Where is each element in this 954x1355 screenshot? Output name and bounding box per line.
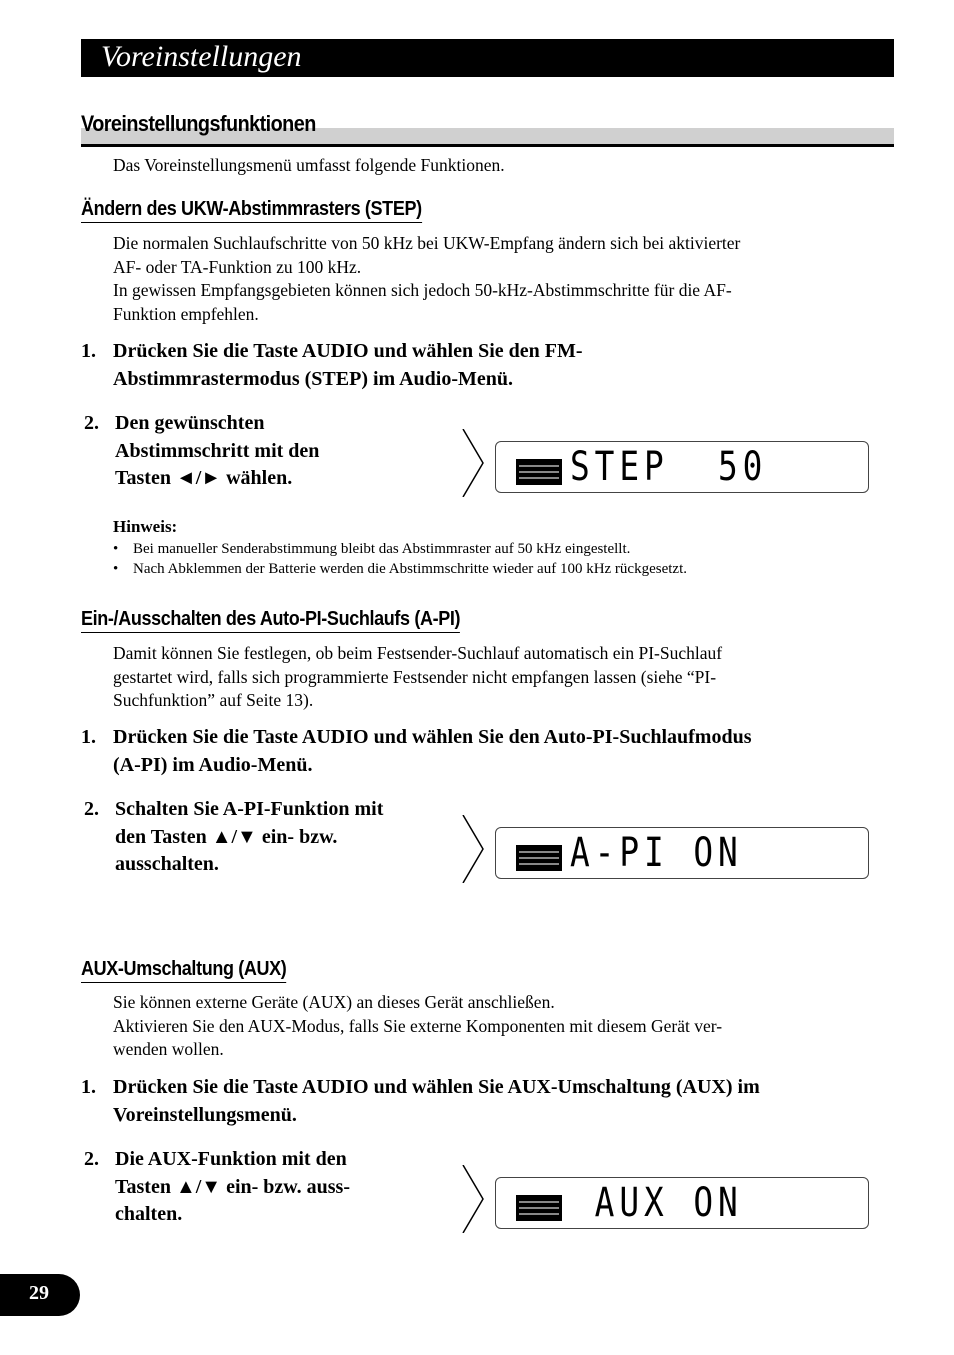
display-mode-icon bbox=[516, 1195, 562, 1221]
api-description: Damit können Sie festlegen, ob beim Festsender-Suchlauf automatisch ein PI-Suchlauf gestartet wird, falls sich programmierte Festsender nicht empfangen lassen (siehe “PI- Suchfunktion” auf Seite 13). bbox=[113, 643, 723, 710]
aux-instruction-1: 1. Drücken Sie die Taste AUDIO und wählen Sie AUX-Umschaltung (AUX) im Voreinstellungsmenü. bbox=[81, 1076, 760, 1126]
api-instruction-1: 1. Drücken Sie die Taste AUDIO und wählen Sie den Auto-PI-Suchlaufmodus (A-PI) im Audio-Menü. bbox=[81, 726, 752, 776]
step-instruction-1: 1. Drücken Sie die Taste AUDIO und wählen Sie den FM- Abstimmrastermodus (STEP) im Audio-Menü. bbox=[81, 340, 583, 390]
note-title: Hinweis: bbox=[113, 517, 178, 536]
lcd-display-aux: AUX ON bbox=[495, 1177, 869, 1229]
api-heading: Ein-/Ausschalten des Auto-PI-Suchlaufs (A-PI) bbox=[81, 608, 460, 633]
page-title: Voreinstellungen bbox=[101, 40, 302, 73]
display-mode-icon bbox=[516, 459, 562, 485]
step-instruction-2: 2. Den gewünschten Abstimmschritt mit den Tasten ◄/► wählen. bbox=[84, 412, 320, 489]
step-description: Die normalen Suchlaufschritte von 50 kHz bei UKW-Empfang ändern sich bei aktivierter AF- oder TA-Funktion zu 100 kHz. In gewissen Empfangsgebieten können sich jedoch 50-kHz-Abstimmschritte für die AF- Funktion empfehlen. bbox=[113, 233, 741, 324]
page-title-bar bbox=[81, 39, 894, 77]
step-heading: Ändern des UKW-Abstimmrasters (STEP) bbox=[81, 198, 422, 223]
chevron-right-icon bbox=[462, 815, 484, 883]
aux-instruction-2: 2. Die AUX-Funktion mit den Tasten ▲/▼ ein- bzw. auss- chalten. bbox=[84, 1148, 350, 1225]
chevron-right-icon bbox=[462, 1165, 484, 1233]
page-number: 29 bbox=[29, 1282, 49, 1304]
section-intro: Das Voreinstellungsmenü umfasst folgende Funktionen. bbox=[113, 155, 505, 175]
aux-description: Sie können externe Geräte (AUX) an dieses Gerät anschließen. Aktivieren Sie den AUX-Modus, falls Sie externe Komponenten mit diesem Gerät ver- wenden wollen. bbox=[113, 992, 723, 1059]
page-number-tab bbox=[0, 1274, 80, 1316]
note-item: • Nach Abklemmen der Batterie werden die Abstimmschritte wieder auf 100 kHz rückgesetzt. bbox=[113, 559, 687, 579]
note-item: • Bei manueller Senderabstimmung bleibt das Abstimmraster auf 50 kHz eingestellt. bbox=[113, 539, 687, 559]
api-instruction-2: 2. Schalten Sie A-PI-Funktion mit den Tasten ▲/▼ ein- bzw. ausschalten. bbox=[84, 798, 384, 875]
lcd-display-api: A-PI ON bbox=[495, 827, 869, 879]
aux-heading: AUX-Umschaltung (AUX) bbox=[81, 958, 286, 983]
chevron-right-icon bbox=[462, 429, 484, 497]
lcd-display-step: STEP 50 bbox=[495, 441, 869, 493]
section-title: Voreinstellungsfunktionen bbox=[81, 111, 316, 136]
note-list bbox=[113, 539, 687, 579]
display-mode-icon bbox=[516, 845, 562, 871]
